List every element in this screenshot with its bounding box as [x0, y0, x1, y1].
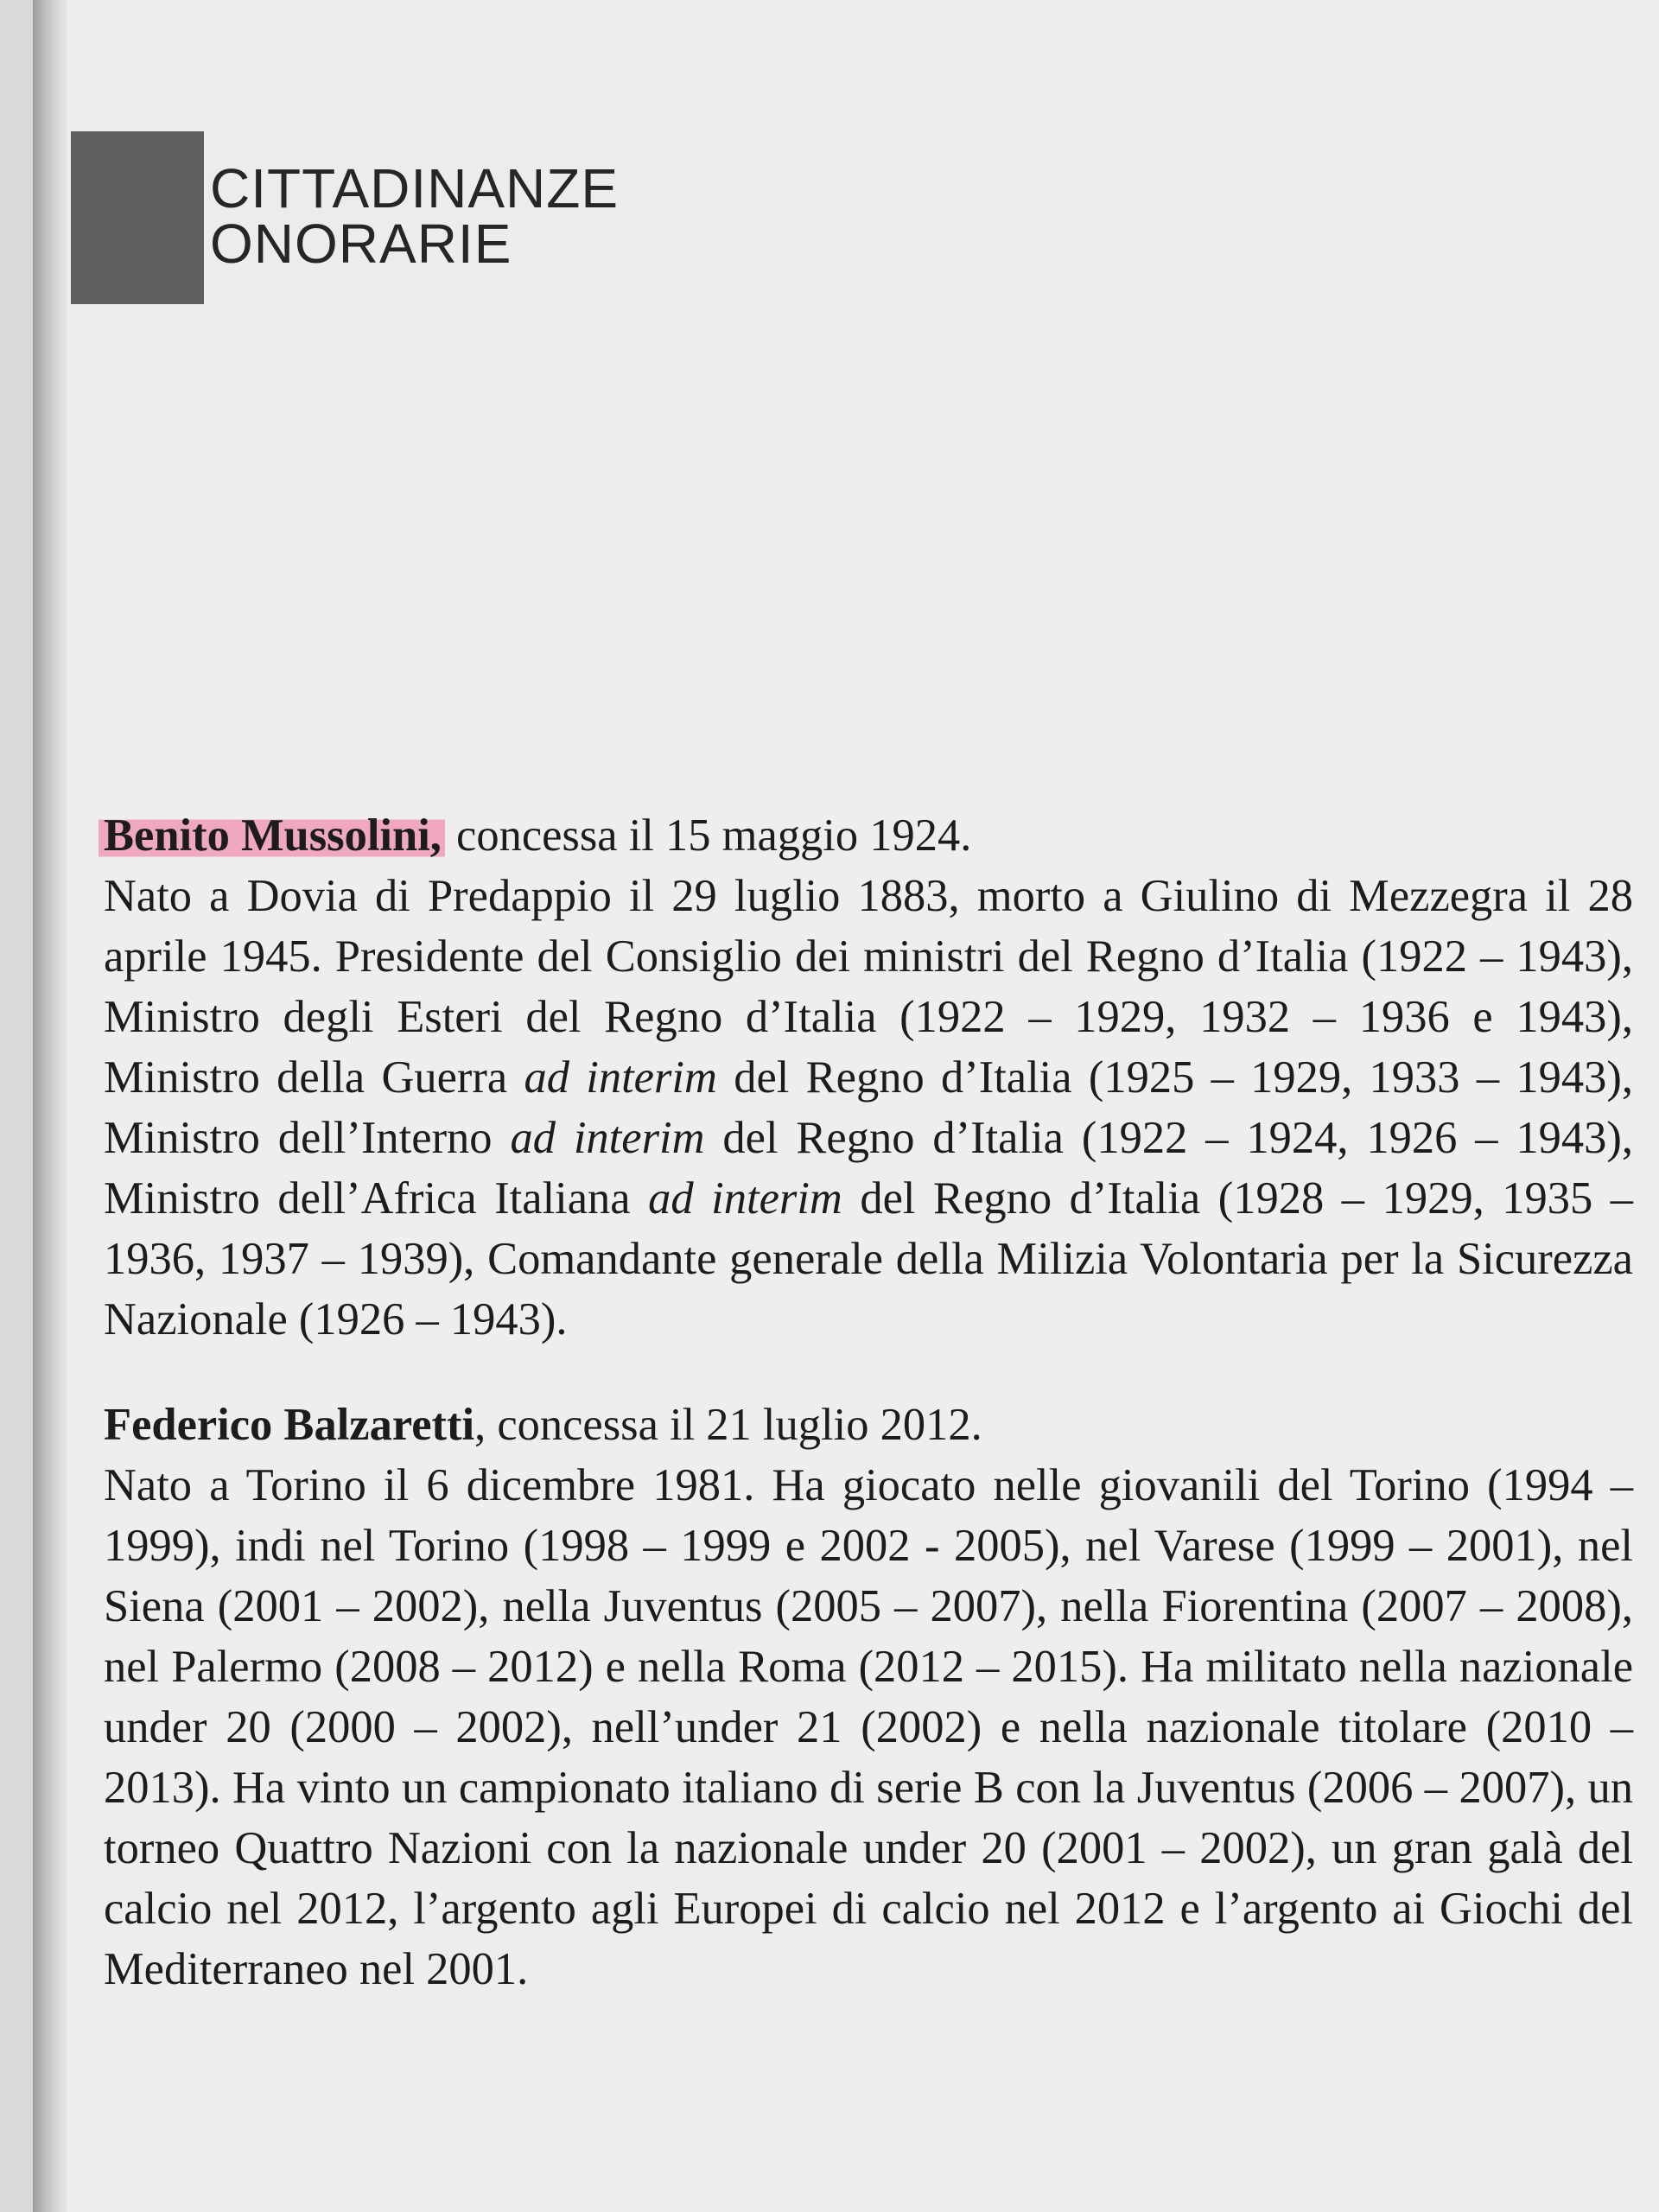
- section-heading-line-1: CITTADINANZE: [210, 157, 620, 219]
- entry-biography: [104, 866, 1633, 1350]
- section-marker-block: [71, 131, 204, 304]
- section-heading: [210, 157, 620, 275]
- section-heading-line-2: ONORARIE: [210, 213, 512, 275]
- bio-text: del Regno d’Italia (1925 – 1929, 1933 – 1943), Ministro dell’Interno: [104, 1052, 1633, 1163]
- grant-date: concessa il 15 maggio 1924.: [444, 810, 972, 861]
- bio-italic: ad interim: [648, 1173, 842, 1224]
- grant-date: , concessa il 21 luglio 2012.: [474, 1400, 982, 1450]
- entry-heading: [104, 805, 1633, 866]
- entry-biography: Nato a Torino il 6 dicembre 1981. Ha giocato nelle giovanili del Torino (1994 – 1999), indi nel Torino (1998 – 1999 e 2002 - 2005), nel Varese (1999 – 2001), nel Siena (2001 – 2002), nella Juventus (2005 – 2007), nella Fiorentina (2007 – 2008), nel Palermo (2008 – 2012) e nella Roma (2012 – 2015). Ha militato nella nazionale under 20 (2000 – 2002), nell’under 21 (2002) e nella nazionale titolare (2010 – 2013). Ha vinto un campionato italiano di serie B con la Juventus (2006 – 2007), un torneo Quattro Nazioni con la nazionale under 20 (2001 – 2002), un gran galà del calcio nel 2012, l’argento agli Europei di calcio nel 2012 e l’argento ai Giochi del Mediterraneo nel 2001.: [104, 1460, 1633, 1994]
- bio-text: del Regno d’Italia (1922 – 1924, 1926 – 1943), Ministro dell’Africa Italiana: [104, 1113, 1633, 1224]
- bio-italic: ad interim: [510, 1113, 705, 1163]
- page-binding-edge: [33, 0, 67, 2212]
- citizenship-entry-mussolini: [104, 805, 1633, 1350]
- bio-text: Nato a Dovia di Predappio il 29 luglio 1883, morto a Giulino di Mezzegra il 28 aprile 1945. Presidente del Consiglio dei ministri del Regno d’Italia (1922 – 1943), Ministro degli Esteri del Regno d’Italia (1922 – 1929, 1932 – 1936 e 1943), Ministro della Guerra: [104, 871, 1633, 1103]
- bio-italic: ad interim: [524, 1052, 717, 1103]
- honoree-name-highlighted: Benito Mussolini,: [99, 810, 445, 861]
- bio-text: del Regno d’Italia (1928 – 1929, 1935 – 1936, 1937 – 1939), Comandante generale della Milizia Volontaria per la Sicurezza Nazionale (1926 – 1943).: [104, 1173, 1634, 1344]
- entry-heading: [104, 1395, 1633, 1455]
- citizenship-entry-balzaretti: [104, 1395, 1633, 1999]
- honoree-name: Federico Balzaretti: [104, 1400, 475, 1450]
